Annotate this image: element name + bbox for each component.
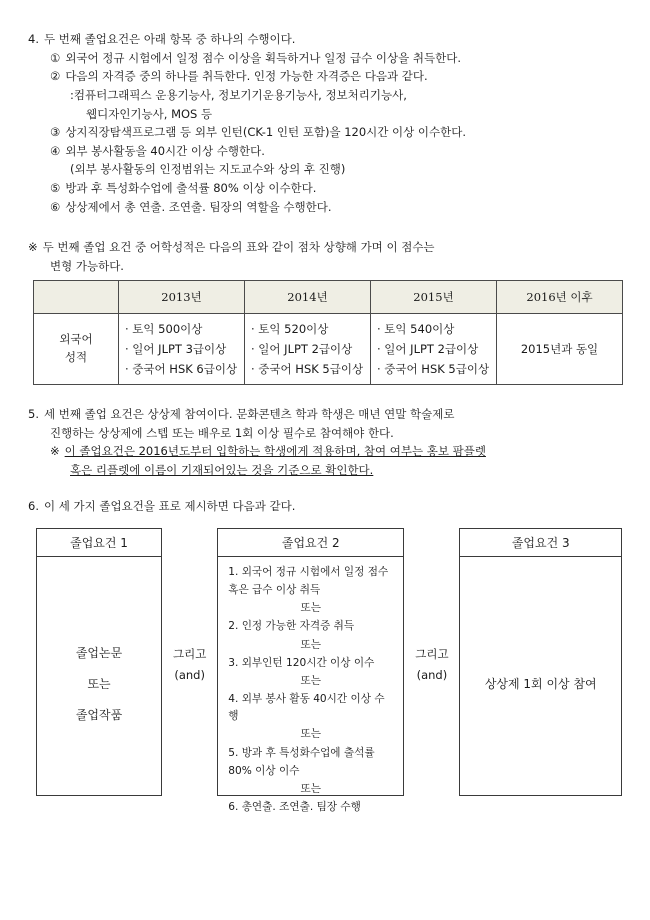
box2-step3: 3. 외부인턴 120시간 이상 이수 bbox=[228, 656, 375, 669]
cell-2013-item2: · 일어 JLPT 3급이상 bbox=[125, 341, 227, 356]
box2-step6: 6. 총연출. 조연출. 팀장 수행 bbox=[228, 801, 361, 814]
connector-2-line2: (and) bbox=[416, 668, 448, 682]
section-item6 bbox=[28, 497, 622, 516]
table-header-2013: 2013년 bbox=[119, 280, 245, 313]
item5-marker: 5. bbox=[28, 406, 39, 421]
item4-sub1 bbox=[50, 49, 622, 68]
cell-2014-item3: · 중국어 HSK 5급이상 bbox=[251, 361, 364, 376]
box2-or-4: 또는 bbox=[300, 728, 322, 741]
item4-volunteer-note: (외부 봉사활동의 인정범위는 지도교수와 상의 후 진행) bbox=[70, 162, 346, 177]
graduation-requirements-diagram bbox=[36, 528, 622, 814]
item5-text2: 진행하는 상상제에 스텝 또는 배우로 1회 이상 필수로 참여해야 한다. bbox=[50, 425, 394, 440]
box2-step4: 4. 외부 봉사 활동 40시간 이상 수행 bbox=[228, 693, 385, 723]
cell-2013-item1: · 토익 500이상 bbox=[125, 321, 203, 336]
item4-sub5-text: 방과 후 특성화수업에 출석률 80% 이상 이수한다. bbox=[65, 181, 317, 195]
item6-marker: 6. bbox=[28, 499, 39, 514]
table-cell-2016: 2015년과 동일 bbox=[497, 313, 623, 384]
table-row-label bbox=[34, 313, 119, 384]
cell-2014-item1: · 토익 520이상 bbox=[251, 321, 329, 336]
item6-text: 이 세 가지 졸업요건을 표로 제시하면 다음과 같다. bbox=[43, 499, 296, 514]
item4-sub2-text: 다음의 자격증 중의 하나를 취득한다. 인정 가능한 자격증은 다음과 같다. bbox=[65, 69, 428, 84]
cell-2014-item2: · 일어 JLPT 2급이상 bbox=[251, 341, 353, 356]
cell-2015-item3: · 중국어 HSK 5급이상 bbox=[377, 361, 490, 376]
requirement-box-1 bbox=[36, 528, 162, 796]
item4-sub2-marker: ② bbox=[50, 69, 61, 84]
requirement-box-3-body: 상상제 1회 이상 참여 bbox=[484, 676, 597, 691]
table-header-2014: 2014년 bbox=[245, 280, 371, 313]
item4-sub5 bbox=[50, 179, 622, 198]
box2-or-1: 또는 bbox=[300, 602, 322, 615]
cell-2015-item2: · 일어 JLPT 2급이상 bbox=[377, 341, 479, 356]
section-item5 bbox=[28, 405, 622, 480]
item4-sub6-text: 상상제에서 총 연출. 조연출. 팀장의 역할을 수행한다. bbox=[65, 199, 332, 214]
item4-sub2 bbox=[50, 67, 622, 86]
item4-heading bbox=[28, 30, 622, 49]
item5-note-asterisk-icon: ※ bbox=[50, 444, 60, 459]
item6-heading bbox=[28, 497, 622, 516]
item4-sub6 bbox=[50, 198, 622, 217]
language-score-table bbox=[33, 280, 623, 385]
table-cell-2014 bbox=[245, 313, 371, 384]
asterisk-note-text1: 두 번째 졸업 요건 중 어학성적은 다음의 표와 같이 점차 상향해 가며 이 점수는 bbox=[42, 240, 435, 255]
item4-sub4-text: 외부 봉사활동을 40시간 이상 수행한다. bbox=[65, 143, 265, 158]
table-row-label-line1: 외국어 bbox=[59, 332, 93, 347]
item4-sub4 bbox=[50, 142, 622, 161]
item4-sub3-text: 상지직장탐색프로그램 등 외부 인턴(CK-1 인턴 포함)을 120시간 이상 이수한다. bbox=[65, 125, 467, 140]
section-item4 bbox=[28, 30, 622, 216]
item5-heading bbox=[28, 405, 622, 424]
asterisk-note-line2: 변형 가능하다. bbox=[50, 258, 124, 273]
requirement-box-1-title: 졸업요건 1 bbox=[37, 529, 161, 557]
cell-2013-item3: · 중국어 HSK 6급이상 bbox=[125, 361, 238, 376]
connector-1 bbox=[162, 638, 217, 685]
table-row bbox=[34, 313, 623, 384]
box2-or-5: 또는 bbox=[300, 782, 322, 795]
table-header-blank bbox=[34, 280, 119, 313]
asterisk-icon: ※ bbox=[28, 240, 38, 255]
connector-1-line1: 그리고 bbox=[172, 647, 207, 662]
item4-sub1-text: 외국어 정규 시험에서 일정 점수 이상을 획득하거나 일정 급수 이상을 취득한다. bbox=[65, 50, 462, 65]
table-cell-2015 bbox=[371, 313, 497, 384]
box2-step1a: 1. 외국어 정규 시험에서 일정 점수 bbox=[228, 566, 389, 578]
requirement-box-3 bbox=[459, 528, 622, 796]
item4-text: 두 번째 졸업요건은 아래 항목 중 하나의 수행이다. bbox=[43, 32, 296, 46]
box1-line2: 또는 bbox=[87, 676, 111, 691]
asterisk-note-line1 bbox=[28, 238, 622, 257]
item4-sub1-marker: ① bbox=[50, 50, 61, 65]
box2-or-2: 또는 bbox=[300, 638, 322, 651]
connector-1-line2: (and) bbox=[174, 668, 205, 682]
requirement-box-2 bbox=[217, 528, 404, 814]
table-row-label-line2: 성적 bbox=[64, 349, 88, 364]
box1-line1: 졸업논문 bbox=[75, 645, 123, 660]
item5-note-text2: 혹은 리플렛에 이름이 기재되어있는 것을 기준으로 확인한다. bbox=[70, 462, 374, 477]
requirement-box-2-title: 졸업요건 2 bbox=[218, 529, 403, 557]
item4-sub4-marker: ④ bbox=[50, 143, 61, 158]
box2-step2: 2. 인정 가능한 자격증 취득 bbox=[228, 620, 355, 633]
item5-note bbox=[50, 442, 622, 461]
box2-step1b: 혹은 급수 이상 취득 bbox=[228, 584, 321, 597]
box2-step5b: 80% 이상 이수 bbox=[228, 764, 300, 777]
requirement-box-1-body bbox=[37, 557, 161, 812]
table-header-row bbox=[34, 280, 623, 313]
item4-cert-line1: :컴퓨터그래픽스 운용기능사, 정보기기운용기능사, 정보처리기능사, bbox=[70, 87, 407, 102]
section-asterisk-note bbox=[28, 238, 622, 275]
connector-2 bbox=[404, 638, 459, 685]
requirement-box-2-body bbox=[218, 557, 403, 824]
item4-sub3 bbox=[50, 123, 622, 142]
item4-sub6-marker: ⑥ bbox=[50, 199, 61, 214]
item4-sub3-marker: ③ bbox=[50, 125, 61, 140]
item4-cert-line2: 웹디자인기능사, MOS 등 bbox=[86, 106, 213, 121]
connector-2-line1: 그리고 bbox=[415, 647, 449, 662]
box2-step5a: 5. 방과 후 특성화수업에 출석률 bbox=[228, 746, 375, 759]
item5-note-text1: 이 졸업요건은 2016년도부터 입학하는 학생에게 적용하며, 참여 여부는 홍보 팜플렛 bbox=[64, 444, 486, 459]
table-cell-2013 bbox=[119, 313, 245, 384]
item4-marker: 4. bbox=[28, 32, 39, 46]
cell-2015-item1: · 토익 540이상 bbox=[377, 321, 455, 336]
item5-text1: 세 번째 졸업 요건은 상상제 참여이다. 문화콘텐츠 학과 학생은 매년 연말 학술제로 bbox=[43, 406, 455, 421]
table-header-2015: 2015년 bbox=[371, 280, 497, 313]
box2-or-3: 또는 bbox=[300, 674, 322, 687]
requirement-box-3-title: 졸업요건 3 bbox=[460, 529, 621, 557]
box1-line3: 졸업작품 bbox=[75, 708, 123, 723]
item4-sub5-marker: ⑤ bbox=[50, 181, 61, 195]
table-header-2016: 2016년 이후 bbox=[497, 280, 623, 313]
